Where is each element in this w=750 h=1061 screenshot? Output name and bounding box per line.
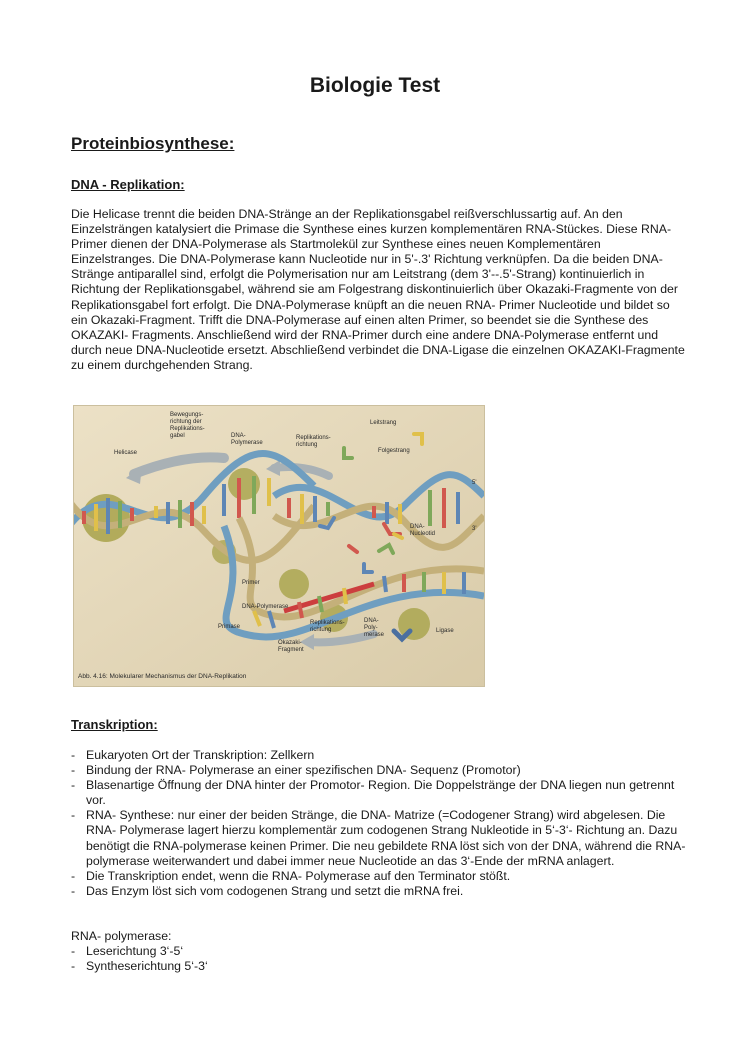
subheading-dna-replikation: DNA - Replikation: xyxy=(71,177,185,192)
list-item: - RNA- Synthese: nur einer der beiden Stränge, die DNA- Matrize (=Codogener Strang) wird abgelesen. Die RNA- Polymerase lagert hierzu komplementär zum codogenen Strang Nukleotide in 5‘-3‘- Richtung an. Dazu benötigt die RNA-polymerase keinen Primer. Die neu gebildete RNA löst sich von der DNA, während die RNA- polymerase weiterwandert und dabei immer neue Nucleotide an das 3‘-Ende der mRNA anlagert. xyxy=(71,808,686,868)
rna-polymerase-heading: RNA- polymerase: xyxy=(71,929,172,943)
svg-text:richtung der: richtung der xyxy=(170,419,202,425)
list-item: - Blasenartige Öffnung der DNA hinter der Promotor- Region. Die Doppelstränge der DNA liegen nun getrennt vor. xyxy=(71,778,675,808)
figure-label-leitstrang: Leitstrang xyxy=(370,420,397,426)
svg-text:Polymerase: Polymerase xyxy=(231,440,263,446)
svg-text:DNA-: DNA- xyxy=(364,618,379,624)
svg-text:Nucleotid: Nucleotid xyxy=(410,531,436,537)
list-item: - Bindung der RNA- Polymerase an einer spezifischen DNA- Sequenz (Promotor) xyxy=(71,763,521,778)
dna-replication-illustration xyxy=(74,406,484,686)
section-heading-proteinbiosynthese: Proteinbiosynthese: xyxy=(71,134,235,153)
dna-replication-figure xyxy=(73,405,485,687)
svg-text:DNA-: DNA- xyxy=(231,433,246,439)
list-item: - Eukaryoten Ort der Transkription: Zellkern xyxy=(71,748,315,762)
figure-label-okazaki xyxy=(278,640,304,653)
figure-label-5prime: 5' xyxy=(472,480,477,486)
svg-text:Poly-: Poly- xyxy=(364,625,378,631)
svg-text:Replikations-: Replikations- xyxy=(296,435,331,441)
rna-polymerase-list xyxy=(71,944,691,974)
figure-label-ligase: Ligase xyxy=(436,628,454,634)
replication-paragraph: Die Helicase trennt die beiden DNA-Stränge an der Replikationsgabel reißverschlussartig auf. An den Einzelsträngen katalysiert die Primase die Synthese eines kurzen komplementären RNA-Stückes. Diese RNA-Primer dienen der DNA-Polymerase als Startmolekül zur Synthese eines neuen Komplementären Einzelstranges. Die DNA-Polymerase kann Nucleotide nur in 5'-.3' Richtung verknüpfen. Da die beiden DNA-Stränge antiparallel sind, erfolgt die Polymerisation nur am Leitstrang (dem 3'--.5'-Strang) kontinuierlich in Richtung der Replikationsgabel, während sie am Folgestrang diskontinuierlich über Okazaki-Fragmente von der Replikationsgabel fort erfolgt. Die DNA-Polymerase knüpft an die neuen RNA- Primer Nucleotide und bildet so ein Okazaki-Fragment. Trifft die DNA-Polymerase auf einen alten Primer, so beendet sie die Synthese des OKAZAKI- Fragments. Anschließend wird der RNA-Primer durch eine andere DNA-Polymerase entfernt und durch neue DNA-Nucleotide ersetzt. Abschließend verbindet die DNA-Ligase die einzelnen OKAZAKI-Fragmente zu einem durchgehenden Strang. xyxy=(71,207,685,372)
svg-text:Replikations-: Replikations- xyxy=(170,426,205,432)
svg-text:Replikations-: Replikations- xyxy=(310,620,345,626)
figure-label-primer: Primer xyxy=(242,580,260,586)
page-title: Biologie Test xyxy=(309,74,441,97)
figure-label-folgestrang: Folgestrang xyxy=(378,448,410,454)
transcription-list xyxy=(71,748,691,899)
figure-caption: Abb. 4.16: Molekularer Mechanismus der DNA-Replikation xyxy=(78,673,247,680)
list-item: - Das Enzym löst sich vom codogenen Strang und setzt die mRNA frei. xyxy=(71,883,464,898)
svg-text:DNA-: DNA- xyxy=(410,524,425,530)
svg-text:merase: merase xyxy=(364,632,385,638)
svg-text:gabel: gabel xyxy=(170,433,185,439)
list-item: - Die Transkription endet, wenn die RNA- Polymerase auf den Terminator stößt. xyxy=(71,868,511,883)
list-item: - Leserichtung 3‘-5‘ xyxy=(71,944,184,958)
subheading-transkription: Transkription: xyxy=(71,717,158,732)
svg-text:richtung: richtung xyxy=(296,442,318,448)
figure-label-dna-polymerase-bottom: DNA-Polymerase xyxy=(242,604,289,610)
svg-text:Bewegungs-: Bewegungs- xyxy=(170,412,204,418)
list-item: - Syntheserichtung 5‘-3‘ xyxy=(71,959,208,974)
svg-text:richtung: richtung xyxy=(310,627,332,633)
svg-text:Okazaki-: Okazaki- xyxy=(278,640,302,646)
figure-label-3prime: 3' xyxy=(472,526,477,532)
figure-label-helicase: Helicase xyxy=(114,450,138,456)
figure-label-primase: Primase xyxy=(218,624,241,630)
svg-text:Fragment: Fragment xyxy=(278,647,304,653)
